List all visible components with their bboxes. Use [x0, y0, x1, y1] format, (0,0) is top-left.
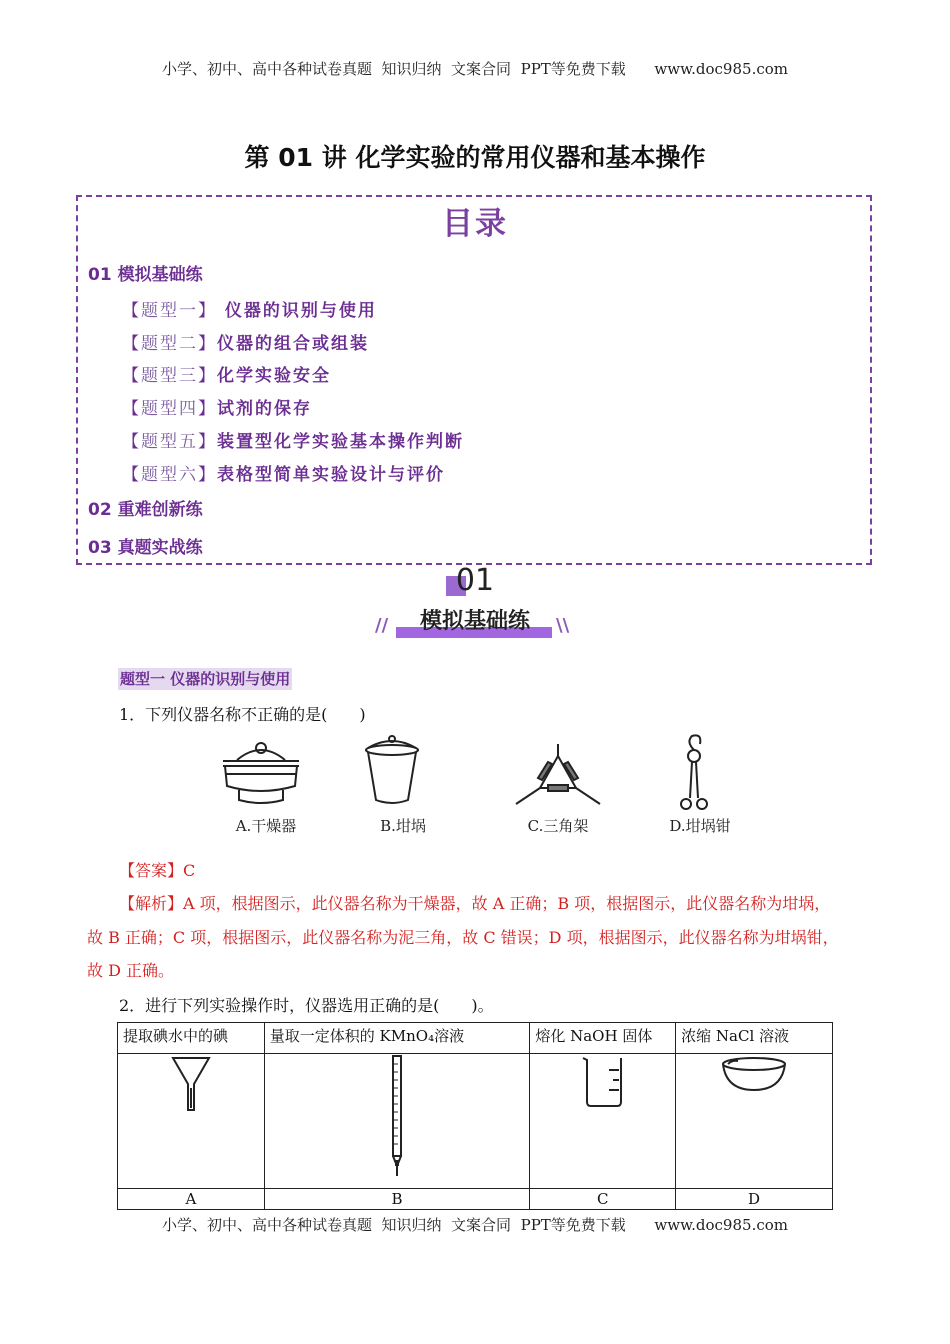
toc-item-text: 化学实验安全 [217, 366, 331, 386]
table-label-cell: A [118, 1189, 265, 1210]
funnel-icon [171, 1054, 211, 1114]
section-name: 模拟基础练 [419, 609, 530, 634]
table-image-cell [264, 1054, 530, 1189]
table-label-cell: B [264, 1189, 530, 1210]
answer-line [119, 858, 195, 881]
toc-item-type-label: 题型三 [141, 366, 198, 386]
page-footer: 小学、初中、高中各种试卷真题 知识归纳 文案合同 PPT等免费下载 www.doc985.com [161, 1216, 788, 1234]
analysis-line-2: 故 B 正确；C 项，根据图示，此仪器名称为泥三角，故 C 错误；D 项，根据图示，此仪器名称为坩埚钳， [87, 928, 839, 947]
slash-decoration-left: // [375, 615, 389, 636]
evaporating-dish-icon [720, 1054, 788, 1094]
toc-section-2[interactable]: 02 重难创新练 [88, 500, 203, 520]
page-title: 第 01 讲 化学实验的常用仪器和基本操作 [244, 143, 706, 172]
answer-value: C [183, 861, 196, 880]
analysis-text: A 项，根据图示，此仪器名称为干燥器，故 A 正确；B 项，根据图示，此仪器名称为坩埚， [183, 894, 831, 913]
toc-item-type-label: 题型六 [141, 465, 198, 485]
section-number: 01 [455, 563, 495, 598]
table-image-cell [676, 1054, 833, 1189]
toc-item-type-5[interactable]: 【题型五】装置型化学实验基本操作判断 [122, 432, 464, 452]
table-header-cell: 提取碘水中的碘 [118, 1023, 265, 1054]
desiccator-icon [215, 736, 307, 808]
toc-item-text: 仪器的组合或组装 [217, 334, 369, 354]
toc-item-type-label: 题型二 [141, 334, 198, 354]
crucible-tongs-icon [672, 734, 718, 814]
toc-item-text: 仪器的识别与使用 [217, 301, 377, 321]
table-label-row [118, 1189, 833, 1210]
question-1-stem: 1．下列仪器名称不正确的是( ) [119, 705, 366, 724]
table-image-row [118, 1054, 833, 1189]
toc-item-type-4[interactable]: 【题型四】试剂的保存 [122, 399, 312, 419]
toc-item-text: 装置型化学实验基本操作判断 [217, 432, 464, 452]
table-image-cell [530, 1054, 676, 1189]
question-2-table [117, 1022, 833, 1210]
toc-heading: 目录 [442, 206, 508, 242]
option-caption-d: D.坩埚钳 [669, 817, 731, 835]
toc-item-type-label: 题型四 [141, 399, 198, 419]
question-type-label: 题型一 仪器的识别与使用 [120, 670, 291, 688]
table-header-row [118, 1023, 833, 1054]
beaker-icon [581, 1054, 625, 1108]
toc-item-text: 表格型简单实验设计与评价 [217, 465, 445, 485]
toc-section-1[interactable]: 01 模拟基础练 [88, 265, 203, 285]
crucible-icon [362, 734, 422, 810]
analysis-line-3: 故 D 正确。 [87, 961, 175, 980]
toc-section-3[interactable]: 03 真题实战练 [88, 538, 203, 558]
table-header-cell: 熔化 NaOH 固体 [530, 1023, 676, 1054]
toc-item-type-6[interactable]: 【题型六】表格型简单实验设计与评价 [122, 465, 445, 485]
table-label-cell: C [530, 1189, 676, 1210]
burette-icon [387, 1054, 407, 1178]
toc-item-type-label: 题型一 [141, 301, 198, 321]
question-2-stem: 2．进行下列实验操作时，仪器选用正确的是( )。 [119, 996, 494, 1015]
toc-item-type-1[interactable]: 【题型一】 仪器的识别与使用 [122, 301, 377, 321]
table-image-cell [118, 1054, 265, 1189]
toc-item-type-3[interactable]: 【题型三】化学实验安全 [122, 366, 331, 386]
toc-item-type-label: 题型五 [141, 432, 198, 452]
analysis-line-1 [119, 891, 830, 914]
slash-decoration-right: \\ [556, 615, 570, 636]
table-header-cell: 量取一定体积的 KMnO₄溶液 [264, 1023, 530, 1054]
table-header-cell: 浓缩 NaCl 溶液 [676, 1023, 833, 1054]
option-caption-c: C.三角架 [527, 817, 589, 835]
analysis-tag: 【解析】 [119, 894, 184, 913]
table-label-cell: D [676, 1189, 833, 1210]
option-caption-a: A.干燥器 [235, 817, 297, 835]
answer-tag: 【答案】 [119, 861, 184, 880]
tripod-triangle-icon [512, 742, 604, 808]
toc-item-type-2[interactable]: 【题型二】仪器的组合或组装 [122, 334, 369, 354]
toc-item-text: 试剂的保存 [217, 399, 312, 419]
option-caption-b: B.坩埚 [380, 817, 426, 835]
page-header: 小学、初中、高中各种试卷真题 知识归纳 文案合同 PPT等免费下载 www.doc985.com [161, 60, 788, 78]
